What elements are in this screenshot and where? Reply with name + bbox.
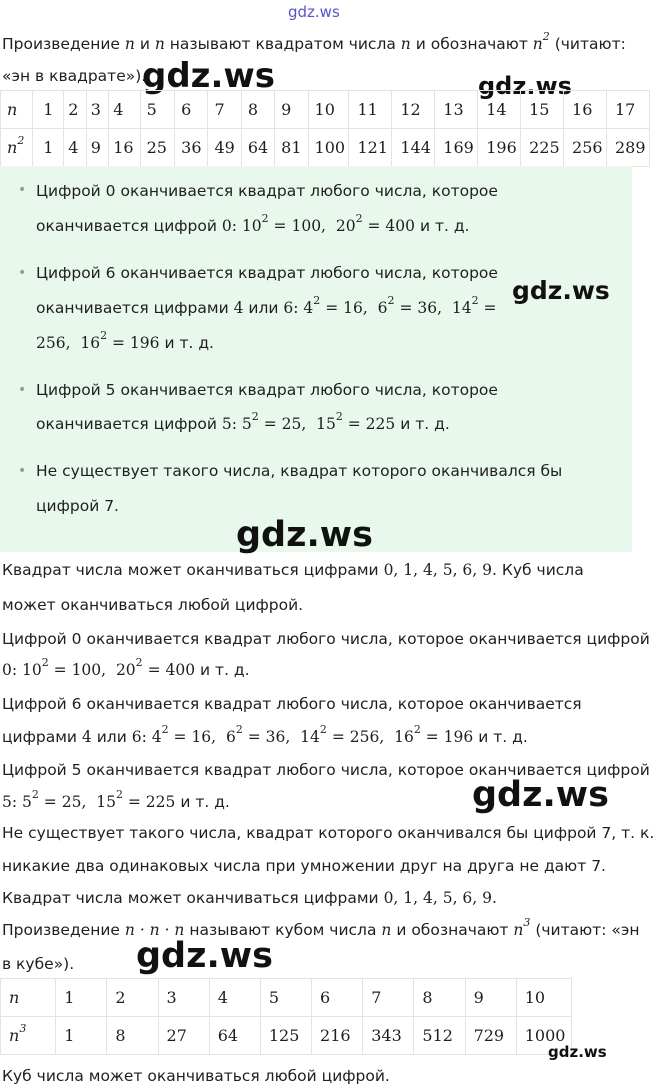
table-row <box>1 91 650 129</box>
bullet-1-line-1: Цифрой 0 оканчивается квадрат любого числа, которое <box>36 182 498 200</box>
table-cell: 216 <box>312 1017 363 1055</box>
table-row <box>1 979 572 1017</box>
table-cell: 5 <box>260 979 311 1017</box>
table-cell: 100 <box>308 129 349 167</box>
body-line: в кубе»). <box>2 955 75 973</box>
bullet-2-line-1: Цифрой 6 оканчивается квадрат любого числа, которое <box>36 264 498 282</box>
intro-text: Произведение <box>2 35 120 53</box>
table-cell: 125 <box>260 1017 311 1055</box>
watermark: gdz.ws <box>142 56 276 96</box>
table-cell: 6 <box>312 979 363 1017</box>
table-cell: 256 <box>564 129 607 167</box>
table-cell: 9 <box>86 129 109 167</box>
body-line: Квадрат числа может оканчиваться цифрами 0, 1, 4, 5, 6, 9. Куб числа <box>2 561 584 579</box>
squares-table <box>0 90 650 167</box>
bullet-3-line-2: оканчивается цифрой 5: $5^2 = 25$, $15^2 = 225$ и т. д. <box>36 410 450 433</box>
table-cell: 289 <box>606 129 649 167</box>
bullet-dot: • <box>18 182 27 198</box>
body-line-last: Куб числа может оканчиваться любой цифрой. <box>2 1067 390 1085</box>
bullet-1-line-2: оканчивается цифрой 0: $10^2 = 100$, $20^2 = 400$ и т. д. <box>36 212 470 235</box>
table-cell: 7 <box>208 91 241 129</box>
bullet-4-line-2: цифрой 7. <box>36 497 119 515</box>
table-cell: 49 <box>208 129 241 167</box>
table-cell: 9 <box>275 91 308 129</box>
table-cell: 4 <box>64 129 87 167</box>
table-cell: 64 <box>209 1017 260 1055</box>
table-head-n: n <box>1 91 33 129</box>
bullet-2-line-3: 256, $16^2 = 196$ и т. д. <box>36 329 214 352</box>
table-cell: 343 <box>363 1017 414 1055</box>
table-cell: 16 <box>109 129 140 167</box>
table-cell: 17 <box>606 91 649 129</box>
table-cell: 4 <box>109 91 140 129</box>
cubes-table <box>0 978 572 1055</box>
site-link[interactable]: gdz.ws <box>288 3 340 21</box>
table-cell: 64 <box>241 129 274 167</box>
table-cell: 512 <box>414 1017 465 1055</box>
body-line: 0: $10^2 = 100$, $20^2 = 400$ и т. д. <box>2 656 250 679</box>
intro-text: (читают: <box>554 35 626 53</box>
bullet-3-line-1: Цифрой 5 оканчивается квадрат любого числа, которое <box>36 381 498 399</box>
intro-line-2: «эн в квадрате»). <box>2 67 147 85</box>
math-n: n <box>400 35 411 53</box>
table-cell: 8 <box>414 979 465 1017</box>
body-line: Цифрой 5 оканчивается квадрат любого числа, которое оканчивается цифрой <box>2 761 650 779</box>
table-cell: 27 <box>158 1017 209 1055</box>
bullet-4-line-1: Не существует такого числа, квадрат которого оканчивался бы <box>36 462 563 480</box>
body-line: Цифрой 0 оканчивается квадрат любого числа, которое оканчивается цифрой <box>2 630 650 648</box>
body-line: цифрами 4 или 6: $4^2 = 16$, $6^2 = 36$, $14^2 = 256$, $16^2 = 196$ и т. д. <box>2 723 528 746</box>
table-cell: 11 <box>349 91 392 129</box>
table-cell: 15 <box>521 91 564 129</box>
table-cell: 9 <box>465 979 516 1017</box>
table-head-n: n <box>1 979 56 1017</box>
watermark: gdz.ws <box>512 276 610 305</box>
table-cell: 12 <box>392 91 435 129</box>
table-row <box>1 129 650 167</box>
table-cell: 225 <box>521 129 564 167</box>
table-cell: 2 <box>107 979 158 1017</box>
table-cell: 3 <box>86 91 109 129</box>
table-cell: 10 <box>308 91 349 129</box>
bullet-dot: • <box>18 463 27 479</box>
watermark: gdz.ws <box>236 515 373 555</box>
table-row <box>1 1017 572 1055</box>
table-cell: 36 <box>175 129 208 167</box>
intro-text: называют квадратом числа <box>169 35 396 53</box>
table-cell: 1 <box>33 91 64 129</box>
body-line: Квадрат числа может оканчиваться цифрами 0, 1, 4, 5, 6, 9. <box>2 889 497 907</box>
table-head-n-cubed: $n^3$ <box>1 1017 56 1055</box>
table-cell: 1 <box>56 1017 107 1055</box>
bullet-2-line-2: оканчивается цифрами 4 или 6: $4^2 = 16$, $6^2 = 36$, $14^2$ = <box>36 294 497 317</box>
table-cell: 7 <box>363 979 414 1017</box>
table-cell: 16 <box>564 91 607 129</box>
table-cell: 14 <box>478 91 521 129</box>
body-line: никакие два одинаковых числа при умножении друг на друга не дают 7. <box>2 857 606 875</box>
table-cell: 6 <box>175 91 208 129</box>
table-cell: 1 <box>33 129 64 167</box>
intro-line-1 <box>2 30 626 54</box>
table-cell: 1 <box>56 979 107 1017</box>
table-cell: 169 <box>435 129 478 167</box>
table-cell: 144 <box>392 129 435 167</box>
table-cell: 4 <box>209 979 260 1017</box>
table-cell: 8 <box>107 1017 158 1055</box>
watermark: gdz.ws <box>478 72 572 100</box>
table-cell: 2 <box>64 91 87 129</box>
table-cell: 25 <box>140 129 175 167</box>
table-cell: 5 <box>140 91 175 129</box>
table-cell: 81 <box>275 129 308 167</box>
table-cell: 10 <box>516 979 571 1017</box>
table-cell: 8 <box>241 91 274 129</box>
body-line: Цифрой 6 оканчивается квадрат любого числа, которое оканчивается <box>2 695 582 713</box>
body-line: может оканчиваться любой цифрой. <box>2 596 304 614</box>
table-head-n-squared: $n^2$ <box>1 129 33 167</box>
bullet-dot: • <box>18 265 27 281</box>
table-cell: 729 <box>465 1017 516 1055</box>
watermark: gdz.ws <box>472 775 609 815</box>
watermark: gdz.ws <box>136 936 273 976</box>
intro-text: и <box>139 35 150 53</box>
table-cell: 121 <box>349 129 392 167</box>
watermark: gdz.ws <box>548 1043 607 1061</box>
table-cell: 196 <box>478 129 521 167</box>
body-line: Не существует такого числа, квадрат которого оканчивался бы цифрой 7, т. к. <box>2 824 654 842</box>
table-cell: 1000 <box>516 1017 571 1055</box>
body-line: Произведение n · n · n называют кубом числа n и обозначают $n^3$ (читают: «эн <box>2 916 640 939</box>
math-n-squared: $n^2$ <box>532 30 550 53</box>
table-cell: 3 <box>158 979 209 1017</box>
math-n: n <box>154 35 165 53</box>
bullet-dot: • <box>18 382 27 398</box>
table-cell: 13 <box>435 91 478 129</box>
intro-text: и обозначают <box>415 35 528 53</box>
body-line: 5: $5^2 = 25$, $15^2 = 225$ и т. д. <box>2 788 230 811</box>
math-n: n <box>124 35 135 53</box>
